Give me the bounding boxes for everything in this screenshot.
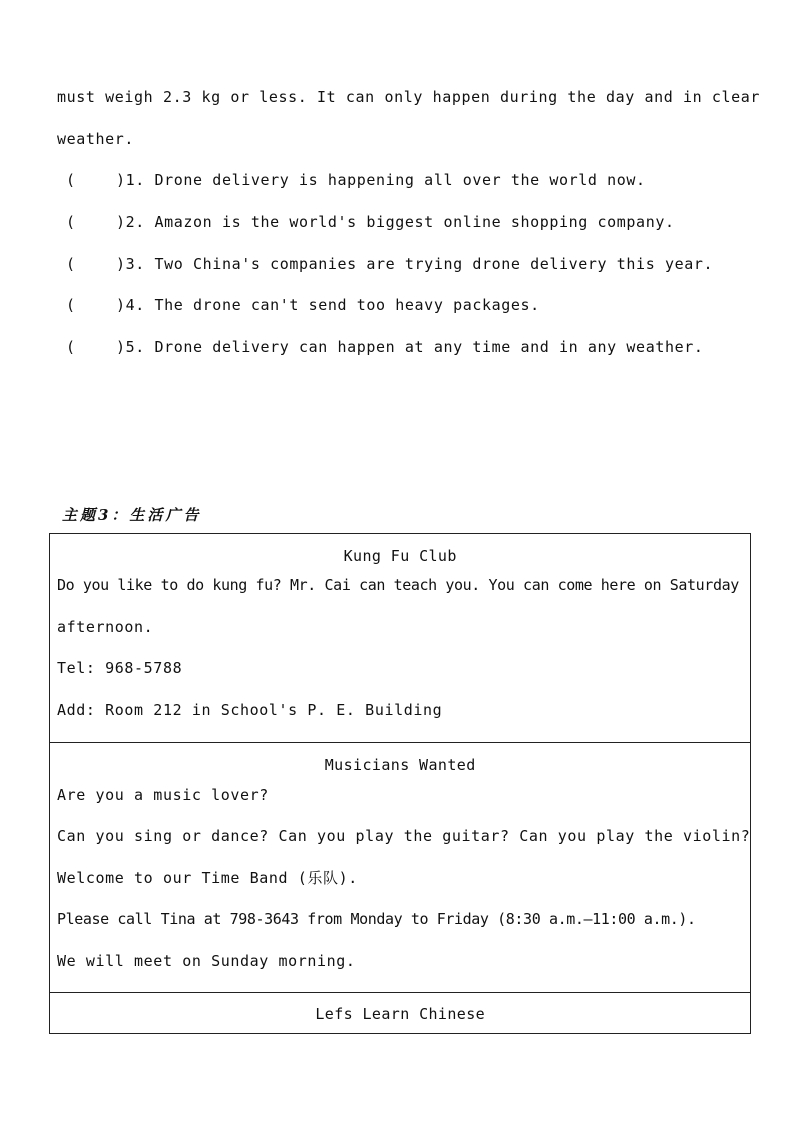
- ad-tel: Tel: 968-5788: [57, 659, 183, 677]
- question-item: [66, 295, 540, 315]
- question-text: )3. Two China's companies are trying drone delivery this year.: [116, 255, 714, 273]
- ads-table: [49, 533, 751, 1034]
- answer-blank[interactable]: (: [66, 338, 76, 356]
- question-text: )2. Amazon is the world's biggest online shopping company.: [116, 213, 675, 231]
- question-item: [66, 254, 713, 274]
- ad-title: Lefs Learn Chinese: [315, 1005, 486, 1023]
- answer-blank[interactable]: (: [66, 255, 76, 273]
- ad-address: Add: Room 212 in School's P. E. Building: [57, 701, 443, 719]
- question-item: [66, 212, 675, 232]
- ad-cell: [50, 534, 751, 743]
- ad-row-kungfu: [50, 534, 751, 743]
- answer-blank[interactable]: (: [66, 213, 76, 231]
- question-text: )4. The drone can't send too heavy packages.: [116, 296, 540, 314]
- answer-blank[interactable]: (: [66, 171, 76, 189]
- ad-line: Do you like to do kung fu? Mr. Cai can teach you. You can come here on Saturday: [57, 576, 739, 594]
- question-item: [66, 337, 703, 357]
- passage-line: weather.: [57, 130, 135, 148]
- ad-cell: [50, 743, 751, 993]
- ad-row-musicians: [50, 743, 751, 993]
- ad-line: Can you sing or dance? Can you play the guitar? Can you play the violin?: [57, 827, 751, 845]
- ad-line: afternoon.: [57, 618, 154, 636]
- ad-line: Are you a music lover?: [57, 786, 269, 804]
- answer-blank[interactable]: (: [66, 296, 76, 314]
- ad-line: We will meet on Sunday morning.: [57, 952, 356, 970]
- ad-title: Kung Fu Club: [343, 547, 457, 565]
- question-text: )1. Drone delivery is happening all over the world now.: [116, 171, 646, 189]
- ad-line: Welcome to our Time Band (乐队).: [57, 869, 358, 887]
- passage-line: must weigh 2.3 kg or less. It can only happen during the day and in clear: [57, 88, 761, 106]
- question-text: )5. Drone delivery can happen at any time and in any weather.: [116, 338, 704, 356]
- ad-row-chinese: [50, 993, 751, 1034]
- question-item: [66, 170, 646, 190]
- ad-title: Musicians Wanted: [324, 756, 476, 774]
- ad-cell: [50, 993, 751, 1034]
- ad-line: Please call Tina at 798-3643 from Monday to Friday (8:30 a.m.—11:00 a.m.).: [57, 910, 696, 928]
- section-heading: 主题3：生活广告: [62, 506, 202, 524]
